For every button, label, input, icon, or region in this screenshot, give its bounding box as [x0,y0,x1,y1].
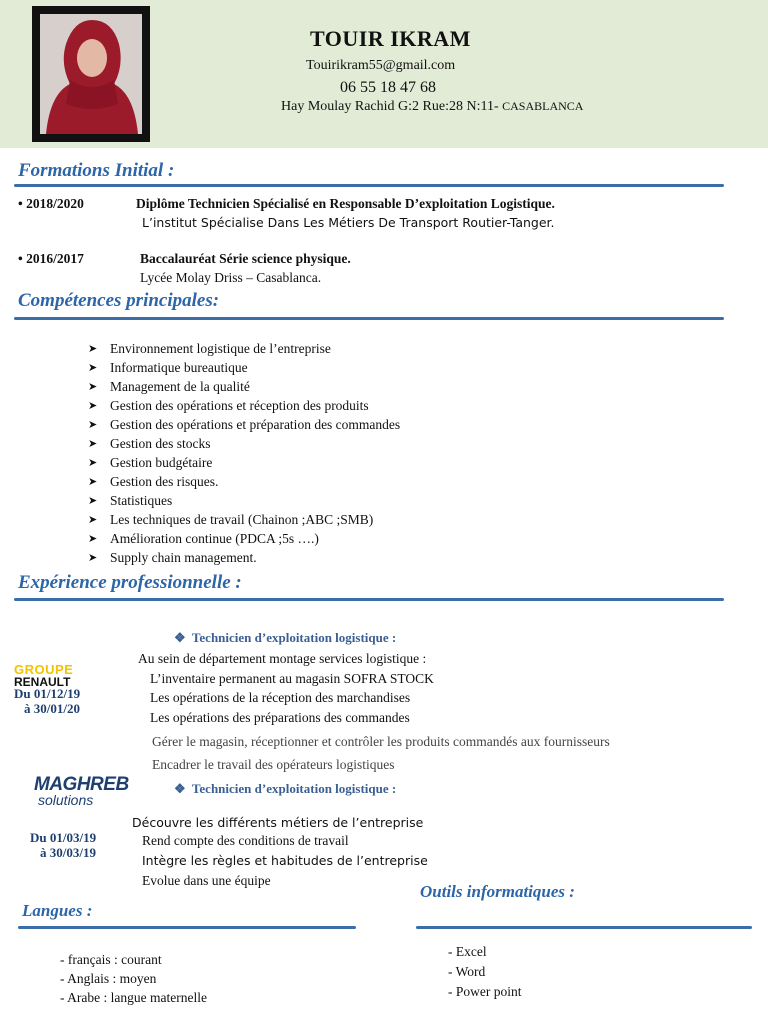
list-item [88,415,400,434]
job2-line-1: Découvre les différents métiers de l’entreprise [132,815,424,830]
year-text: 2016/2017 [26,251,84,266]
arrow-bullet-icon: ➤ [88,495,98,507]
arrow-bullet-icon: ➤ [88,457,98,469]
formation-degree-1: Diplôme Technicien Spécialisé en Responsable D’exploitation Logistique. [136,196,555,211]
job1-extra-1: Gérer le magasin, réceptionner et contrôler les produits commandés aux fournisseurs [152,734,610,749]
candidate-name: TOUIR IKRAM [310,26,471,51]
address-city: CASABLANCA [502,99,584,113]
list-item [88,377,400,396]
skill-text: Gestion budgétaire [110,454,213,470]
formation-year-2 [18,251,84,267]
langue-item-1: - français : courant [60,952,162,967]
renault-logo [14,662,82,689]
logo-text-bottom: RENAULT [14,675,71,689]
arrow-bullet-icon: ➤ [88,362,98,374]
job2-line-2: Rend compte des conditions de travail [142,833,349,848]
profile-photo [40,14,142,134]
arrow-bullet-icon: ➤ [88,514,98,526]
arrow-bullet-icon: ➤ [88,381,98,393]
job1-title [174,630,396,646]
arrow-bullet-icon: ➤ [88,438,98,450]
competences-rule [14,317,724,320]
skill-text: Supply chain management. [110,549,257,565]
outils-title: Outils informatiques : [420,882,575,901]
logo-text-top: GROUPE [14,662,74,677]
job1-line-1: L’inventaire permanent au magasin SOFRA STOCK [150,671,434,686]
address-main: Hay Moulay Rachid G:2 Rue:28 N:11- [281,99,503,114]
competences-title: Compétences principales: [18,290,220,311]
list-item [88,453,400,472]
maghreb-logo [34,774,129,808]
job2-date-from: Du 01/03/19 [30,830,97,845]
outil-item-3: - Power point [448,984,522,999]
phone: 06 55 18 47 68 [340,79,436,96]
job1-date-to: à 30/01/20 [24,701,80,716]
year-text: 2018/2020 [26,196,84,211]
skill-text: Gestion des stocks [110,435,211,451]
skill-text: Les techniques de travail (Chainon ;ABC ;SMB) [110,511,374,527]
arrow-bullet-icon: ➤ [88,552,98,564]
langues-title: Langues : [22,901,93,920]
langues-rule [18,926,356,929]
outils-rule [416,926,752,929]
logo-text-top: MAGHREB [34,774,129,795]
experience-title: Expérience professionnelle : [18,572,242,593]
job1-line-3: Les opérations des préparations des commandes [150,710,410,725]
list-item [88,358,400,377]
address [281,99,583,115]
skill-text: Statistiques [110,492,173,508]
skill-text: Gestion des risques. [110,473,219,489]
arrow-bullet-icon: ➤ [88,533,98,545]
skill-text: Amélioration continue (PDCA ;5s ….) [110,530,319,546]
langue-item-3: - Arabe : langue maternelle [60,990,207,1005]
skill-text: Gestion des opérations et préparation des commandes [110,416,401,432]
skill-text: Informatique bureautique [110,359,248,375]
arrow-bullet-icon: ➤ [88,419,98,431]
formations-title: Formations Initial : [18,160,175,181]
skill-text: Environnement logistique de l’entreprise [110,340,331,356]
formation-year-1 [18,196,84,212]
skills-list [88,339,400,567]
langue-item-2: - Anglais : moyen [60,971,157,986]
diamond-bullet-icon: ❖ [174,781,186,796]
list-item [88,434,400,453]
dot-bullet-icon: • [18,251,23,266]
outil-item-2: - Word [448,964,486,979]
job1-intro: Au sein de département montage services logistique : [138,651,427,666]
dot-bullet-icon: • [18,196,23,211]
job1-date-from: Du 01/12/19 [14,686,81,701]
list-item [88,472,400,491]
list-item [88,396,400,415]
formation-school-1: L’institut Spécialise Dans Les Métiers De Transport Routier-Tanger. [142,215,555,230]
list-item [88,529,400,548]
job1-line-2: Les opérations de la réception des marchandises [150,690,411,705]
arrow-bullet-icon: ➤ [88,343,98,355]
list-item [88,339,400,358]
arrow-bullet-icon: ➤ [88,400,98,412]
job2-title [174,781,396,797]
job-title-text: Technicien d’exploitation logistique : [191,781,397,796]
experience-rule [14,598,724,601]
list-item [88,548,400,567]
skill-text: Management de la qualité [110,378,250,394]
list-item [88,491,400,510]
email: Touirikram55@gmail.com [306,58,456,73]
formations-rule [14,184,724,187]
outil-item-1: - Excel [448,944,487,959]
formation-degree-2: Baccalauréat Série science physique. [140,251,351,266]
job1-extra-2: Encadrer le travail des opérateurs logistiques [152,757,395,772]
skill-text: Gestion des opérations et réception des produits [110,397,369,413]
list-item [88,510,400,529]
arrow-bullet-icon: ➤ [88,476,98,488]
diamond-bullet-icon: ❖ [174,630,186,645]
job2-line-4: Evolue dans une équipe [142,873,271,888]
job2-date-to: à 30/03/19 [40,845,96,860]
formation-school-2: Lycée Molay Driss – Casablanca. [140,270,322,285]
job-title-text: Technicien d’exploitation logistique : [191,630,397,645]
logo-text-bottom: solutions [38,792,94,808]
job2-line-3: Intègre les règles et habitudes de l’entreprise [142,853,428,868]
